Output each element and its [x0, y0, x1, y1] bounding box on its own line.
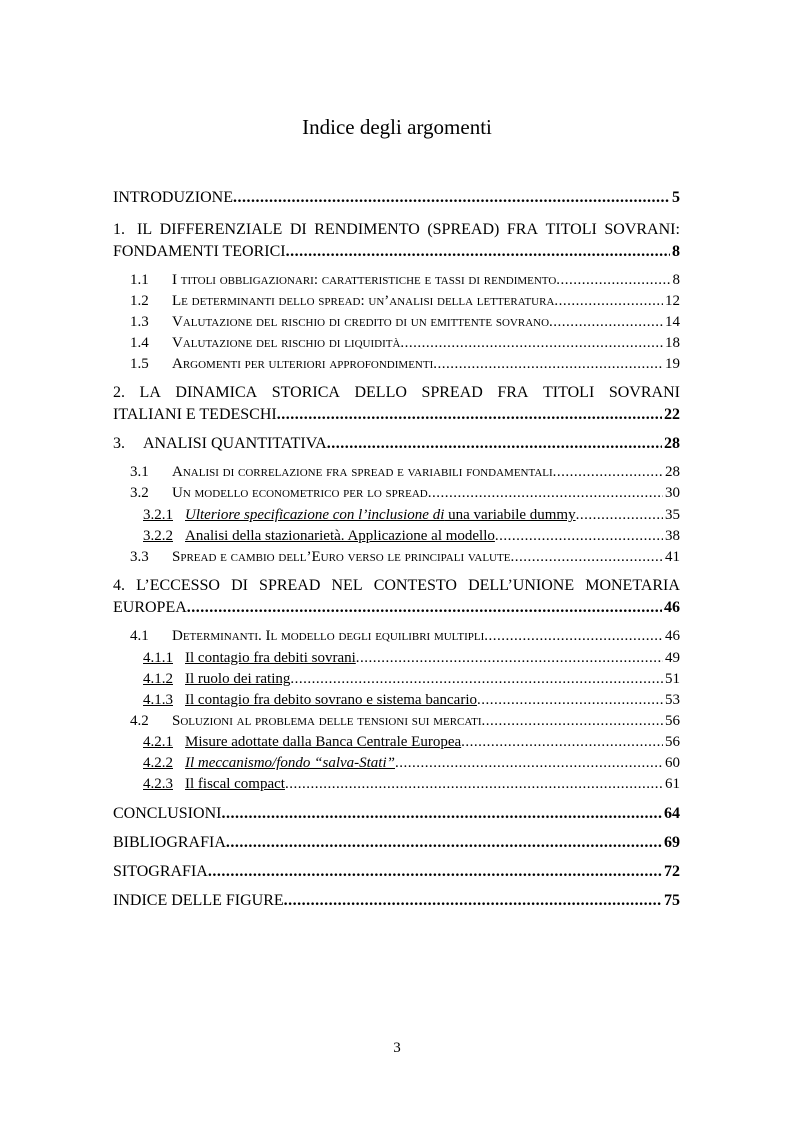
toc-label: Spread e cambio dell’Euro verso le principali valute [172, 549, 511, 565]
toc-number: 4.1.3 [143, 692, 173, 708]
toc-leader [286, 242, 670, 261]
toc-leader [327, 434, 662, 453]
chapter-word: TITOLI [543, 384, 595, 401]
chapter-word: MONETARIA [585, 577, 680, 594]
toc-page: 14 [665, 314, 680, 330]
toc-label: ANALISI QUANTITATIVA [143, 435, 327, 452]
toc-entry-4-2-2[interactable] [143, 754, 680, 772]
toc-leader [208, 862, 662, 881]
toc-leader [461, 733, 663, 751]
toc-leader [395, 754, 663, 772]
toc-entry-chapter-2[interactable] [113, 383, 680, 402]
toc-page: 49 [665, 650, 680, 666]
toc-entry-1-3[interactable] [130, 313, 680, 331]
toc-label: Misure adottate dalla Banca Centrale Europea [185, 734, 462, 750]
chapter-word: STORICA [271, 384, 340, 401]
chapter-word: DI [289, 221, 307, 238]
chapter-word: CONTESTO [373, 577, 457, 594]
toc-leader [495, 527, 663, 545]
toc-entry-4-2-1[interactable] [143, 733, 680, 751]
toc-entry-1-1[interactable] [130, 271, 680, 289]
toc-label-italic: Ulteriore specificazione con l’inclusione di [185, 507, 445, 523]
toc-leader [400, 334, 663, 352]
chapter-word: DI [231, 577, 248, 594]
toc-page: 41 [665, 549, 680, 565]
toc-chapter-line [113, 576, 680, 595]
toc-leader [481, 712, 663, 730]
toc-entry-chapter-2-cont[interactable] [113, 405, 680, 424]
toc-entry-3-2[interactable] [130, 484, 680, 502]
toc-label: Determinanti. Il modello degli equilibri multipli [172, 628, 485, 644]
toc-leader [554, 292, 663, 310]
toc-leader [285, 775, 663, 793]
toc-leader [284, 891, 662, 910]
toc-leader [428, 484, 663, 502]
toc-leader [553, 463, 663, 481]
toc-page: 60 [665, 755, 680, 771]
toc-entry-4-1-2[interactable] [143, 670, 680, 688]
toc-entry-4-1[interactable] [130, 627, 680, 645]
toc-label: Un modello econometrico per lo spread [172, 485, 428, 501]
toc-entry-chapter-1[interactable] [113, 220, 680, 239]
toc-number: 4.1 [130, 628, 149, 644]
toc-page: 61 [665, 776, 680, 792]
toc-page: 38 [665, 528, 680, 544]
toc-page: 28 [664, 435, 680, 452]
chapter-word: L’ECCESSO [136, 577, 220, 594]
toc-label: BIBLIOGRAFIA [113, 834, 226, 851]
toc-number: 4.2.1 [143, 734, 173, 750]
toc-page: 30 [665, 485, 680, 501]
toc-entry-3-2-2[interactable] [143, 527, 680, 545]
toc-entry-1-2[interactable] [130, 292, 680, 310]
toc-label: I titoli obbligazionari: caratteristiche e tassi di rendimento [172, 272, 557, 288]
chapter-word: SOVRANI: [604, 221, 680, 238]
toc-leader [233, 188, 670, 207]
toc-label-rest: una variabile dummy [444, 507, 576, 523]
toc-entry-3-2-1[interactable] [143, 506, 680, 524]
toc-page: 53 [665, 692, 680, 708]
toc-label: Il meccanismo/fondo “salva-Stati” [185, 755, 395, 771]
toc-number: 3.3 [130, 549, 149, 565]
toc-label: FONDAMENTI TEORICI [113, 243, 286, 260]
toc-entry-3-1[interactable] [130, 463, 680, 481]
toc-label: CONCLUSIONI [113, 805, 222, 822]
toc-page: 18 [665, 335, 680, 351]
toc-entry-indice-figure[interactable] [113, 891, 680, 910]
toc-page: 56 [665, 734, 680, 750]
toc-label: Le determinanti dello spread: un’analisi della letteratura [172, 293, 555, 309]
chapter-word: 2. [113, 384, 125, 401]
toc-label: Il contagio fra debito sovrano e sistema bancario [185, 692, 477, 708]
chapter-word: LA [139, 384, 161, 401]
toc-label: Analisi di correlazione fra spread e variabili fondamentali [172, 464, 553, 480]
toc-leader [221, 804, 662, 823]
toc-label: Analisi della stazionarietà. Applicazione al modello [185, 528, 495, 544]
toc-page: 8 [672, 272, 680, 288]
chapter-word: (SPREAD) [427, 221, 500, 238]
toc-entry-chapter-4-cont[interactable] [113, 598, 680, 617]
toc-number: 1.3 [130, 314, 149, 330]
toc-chapter-line [113, 383, 680, 402]
chapter-word: SPREAD [421, 384, 483, 401]
toc-entry-3-3[interactable] [130, 548, 680, 566]
toc-entry-chapter-3[interactable] [113, 434, 680, 453]
toc-label: EUROPEA [113, 599, 187, 616]
toc-label: INTRODUZIONE [113, 189, 233, 206]
toc-label: INDICE DELLE FIGURE [113, 892, 284, 909]
toc-entry-1-4[interactable] [130, 334, 680, 352]
toc-number: 1.1 [130, 272, 149, 288]
toc-page: 22 [664, 406, 680, 423]
toc-leader [187, 598, 662, 617]
toc-entry-4-2-3[interactable] [143, 775, 680, 793]
toc-number: 4.2 [130, 713, 149, 729]
toc-page: 8 [672, 243, 680, 260]
chapter-word: 4. [113, 577, 125, 594]
toc-entry-4-2[interactable] [130, 712, 680, 730]
toc-entry-chapter-4[interactable] [113, 576, 680, 595]
chapter-number: 3. [113, 435, 125, 452]
toc-number: 3.2.2 [143, 528, 173, 544]
toc-leader [277, 405, 662, 424]
toc-leader [477, 691, 663, 709]
toc-number: 3.2.1 [143, 507, 173, 523]
chapter-word: DIFFERENZIALE [159, 221, 283, 238]
chapter-word: DELLO [354, 384, 407, 401]
page-number: 3 [393, 1040, 401, 1056]
toc-number: 1.5 [130, 356, 149, 372]
toc-leader [433, 355, 663, 373]
toc-page: 5 [672, 189, 680, 206]
toc-leader [484, 627, 663, 645]
toc-label: Soluzioni al problema delle tensioni sui mercati [172, 713, 482, 729]
chapter-word [113, 220, 152, 239]
chapter-word: SOVRANI [608, 384, 680, 401]
toc-entry-conclusioni[interactable] [113, 804, 680, 823]
toc-number: 4.1.1 [143, 650, 173, 666]
toc-number: 3.2 [130, 485, 149, 501]
toc-page: 46 [664, 599, 680, 616]
toc-entry-4-1-1[interactable] [143, 649, 680, 667]
toc-chapter-line [113, 220, 680, 239]
toc-label: Argomenti per ulteriori approfondimenti [172, 356, 434, 372]
toc-label: Valutazione del rischio di credito di un emittente sovrano [172, 314, 550, 330]
toc-page: 46 [665, 628, 680, 644]
toc-entry-1-5[interactable] [130, 355, 680, 373]
toc-number: 4.1.2 [143, 671, 173, 687]
toc-leader [576, 506, 663, 524]
toc-label: ITALIANI E TEDESCHI [113, 406, 277, 423]
toc-entry-sitografia[interactable] [113, 862, 680, 881]
toc-leader [510, 548, 663, 566]
chapter-word: RENDIMENTO [314, 221, 420, 238]
toc-leader [556, 271, 670, 289]
toc-label: SITOGRAFIA [113, 863, 208, 880]
toc-leader [549, 313, 663, 331]
toc-page: 56 [665, 713, 680, 729]
toc-page: 64 [664, 805, 680, 822]
chapter-word: DELL’UNIONE [468, 577, 575, 594]
toc-page: 69 [664, 834, 680, 851]
chapter-number: 1. [113, 221, 125, 238]
toc-entry-chapter-1-cont[interactable] [113, 242, 680, 261]
toc-page: 19 [665, 356, 680, 372]
toc-page: 72 [664, 863, 680, 880]
toc-number: 1.2 [130, 293, 149, 309]
toc-label: Il contagio fra debiti sovrani [185, 650, 356, 666]
toc-leader [356, 649, 663, 667]
toc-number: 3.1 [130, 464, 149, 480]
chapter-word: FRA [506, 221, 539, 238]
page-title: Indice degli argomenti [302, 115, 492, 139]
toc-entry-introduzione[interactable] [113, 188, 680, 207]
chapter-word: SPREAD [259, 577, 321, 594]
chapter-word: TITOLI [545, 221, 597, 238]
toc-label: Il ruolo dei rating [185, 671, 291, 687]
toc-number: 4.2.2 [143, 755, 173, 771]
chapter-word: NEL [331, 577, 363, 594]
toc-page: 12 [665, 293, 680, 309]
chapter-word: IL [137, 221, 153, 238]
toc-label: Il fiscal compact [185, 776, 285, 792]
chapter-word: FRA [497, 384, 529, 401]
toc-leader [290, 670, 663, 688]
toc-number: 4.2.3 [143, 776, 173, 792]
toc-page: 75 [664, 892, 680, 909]
toc-entry-4-1-3[interactable] [143, 691, 680, 709]
toc-label [185, 506, 576, 524]
chapter-word: DINAMICA [175, 384, 258, 401]
toc-page: 51 [665, 671, 680, 687]
toc-number: 1.4 [130, 335, 149, 351]
toc-page: 28 [665, 464, 680, 480]
toc-label: Valutazione del rischio di liquidità [172, 335, 401, 351]
toc-entry-bibliografia[interactable] [113, 833, 680, 852]
toc-page: 35 [665, 507, 680, 523]
toc-leader [226, 833, 662, 852]
